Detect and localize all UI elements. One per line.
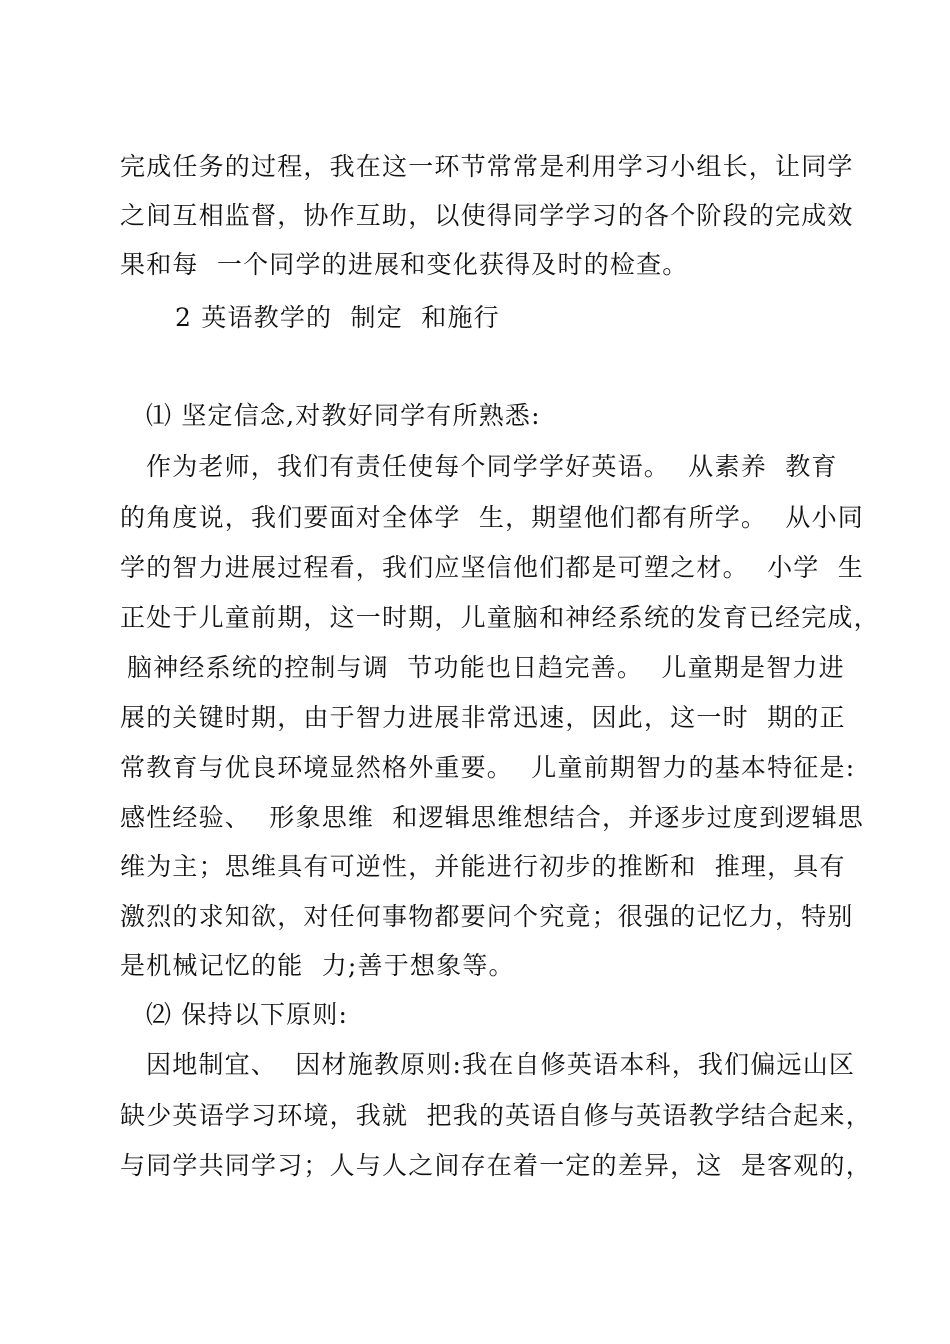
subheading-1: ⑴ 坚定信念,对教好同学有所熟悉: [146,401,541,430]
text-line-7: 正处于儿童前期，这一时期，儿童脑和神经系统的发育已经完成， [120,603,880,632]
text-line-17: 与同学共同学习；人与人之间存在着一定的差异，这 是客观的， [120,1151,872,1180]
text-line-4: 作为老师，我们有责任使每个同学学好英语。 从素养 教育 [146,452,838,481]
text-line-16: 缺少英语学习环境，我就 把我的英语自修与英语教学结合起来， [120,1101,872,1130]
text-line-3: 果和每 一个同学的进展和变化获得及时的检查。 [120,250,689,279]
text-line-6: 学的智力进展过程看，我们应坚信他们都是可塑之材。 小学 生 [120,553,864,582]
text-line-1: 完成任务的过程，我在这一环节常常是利用学习小组长，让同学 [120,152,854,181]
text-line-13: 激烈的求知欲，对任何事物都要问个究竟；很强的记忆力，特别 [120,902,854,931]
text-line-14: 是机械记忆的能 力;善于想象等。 [120,951,515,980]
text-line-12: 维为主；思维具有可逆性，并能进行初步的推断和 推理，具有 [120,852,846,881]
text-line-10: 常教育与优良环境显然格外重要。 儿童前期智力的基本特征是: [120,753,856,782]
text-line-2: 之间互相监督，协作互助，以使得同学学习的各个阶段的完成效 [120,201,854,230]
text-line-15: 因地制宜、 因材施教原则:我在自修英语本科，我们偏远山区 [146,1050,856,1079]
text-line-11: 感性经验、 形象思维 和逻辑思维想结合，并逐步过度到逻辑思 [120,803,864,832]
text-line-5: 的角度说，我们要面对全体学 生，期望他们都有所学。 从小同 [120,503,864,532]
text-line-8: 脑神经系统的控制与调 节功能也日趋完善。 儿童期是智力进 [127,653,845,682]
subheading-2: ⑵ 保持以下原则: [146,1000,349,1029]
text-line-9: 展的关键时期，由于智力进展非常迅速，因此，这一时 期的正 [120,703,846,732]
section-heading: 2 英语教学的 制定 和施行 [175,303,500,332]
